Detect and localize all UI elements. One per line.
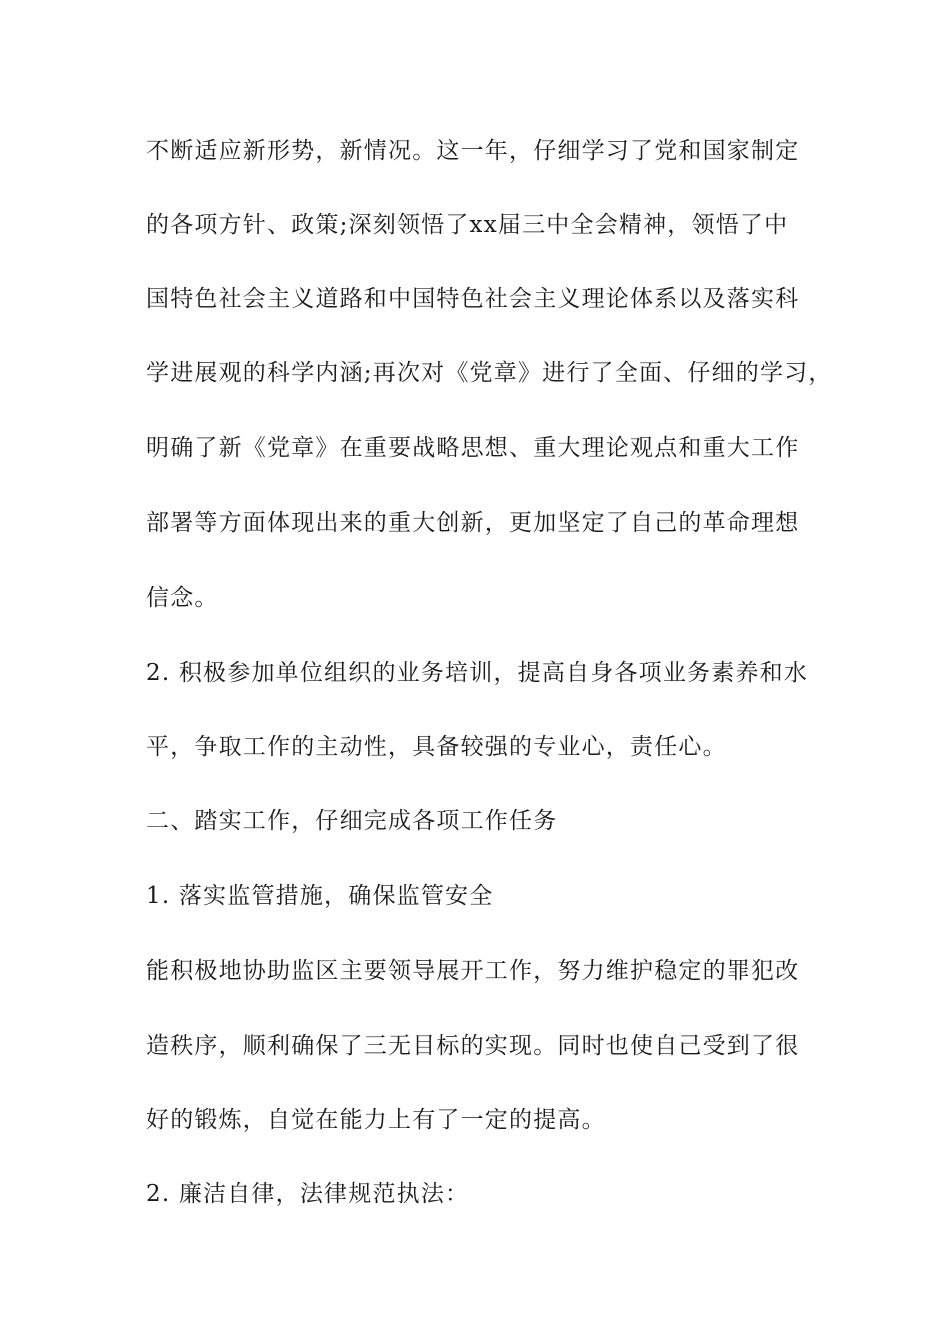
paragraph-line: 平，争取工作的主动性，具备较强的专业心，责任心。 [146,734,727,760]
paragraph-line: 的各项方针、政策;深刻领悟了xx届三中全会精神，领悟了中 [146,212,789,238]
list-item-heading: 2. 积极参加单位组织的业务培训，提高自身各项业务素养和水 [146,660,809,686]
paragraph-line: 好的锻炼，自觉在能力上有了一定的提高。 [146,1107,606,1133]
paragraph-line: 能积极地协助监区主要领导展开工作，努力维护稳定的罪犯改 [146,958,800,984]
paragraph-line: 信念。 [146,585,219,611]
paragraph-line: 明确了新《党章》在重要战略思想、重大理论观点和重大工作 [146,435,800,461]
paragraph-line: 学进展观的科学内涵;再次对《党章》进行了全面、仔细的学习， [146,360,833,386]
section-heading: 二、踏实工作，仔细完成各项工作任务 [146,808,558,834]
subsection-heading: 2. 廉洁自律，法律规范执法： [146,1181,470,1207]
paragraph-line: 造秩序，顺利确保了三无目标的实现。同时也使自己受到了很 [146,1033,800,1059]
paragraph-line: 国特色社会主义道路和中国特色社会主义理论体系以及落实科 [146,286,800,312]
paragraph-line: 部署等方面体现出来的重大创新，更加坚定了自己的革命理想 [146,510,800,536]
subsection-heading: 1. 落实监管措施，确保监管安全 [146,883,494,909]
paragraph-line: 不断适应新形势，新情况。这一年，仔细学习了党和国家制定 [146,138,800,164]
